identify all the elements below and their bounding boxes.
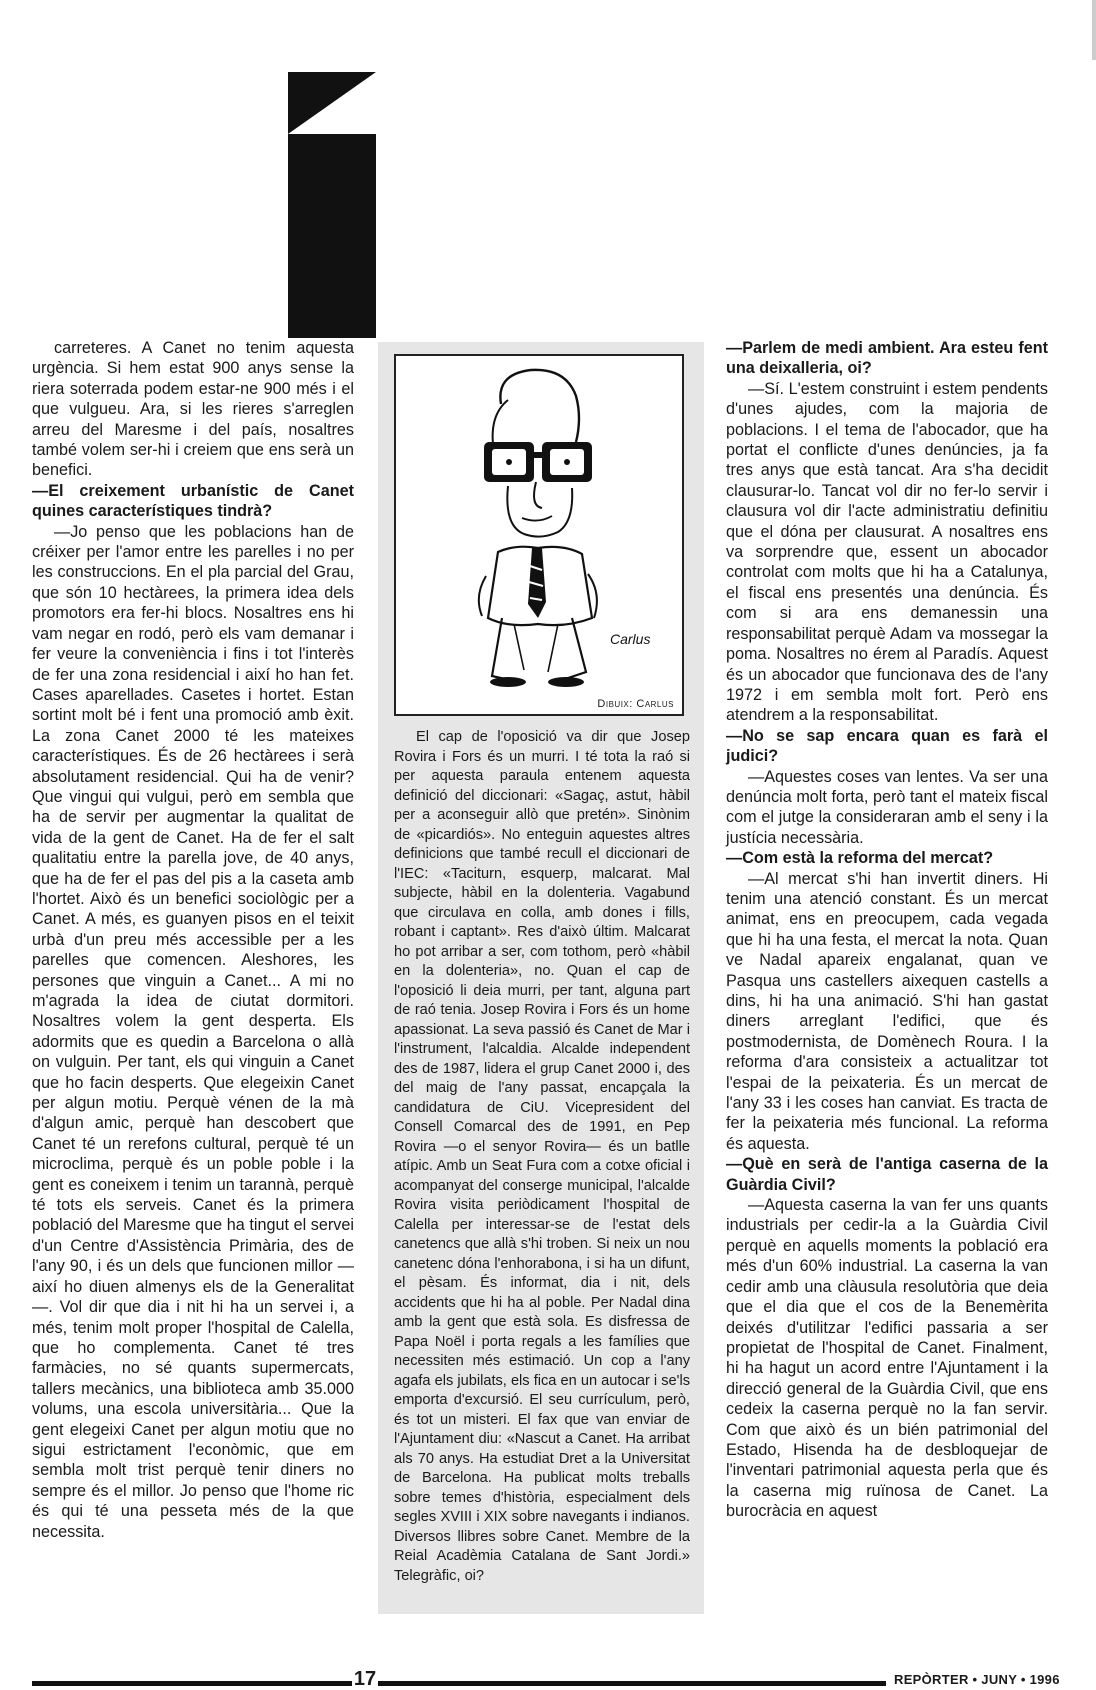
artist-signature: Carlus — [610, 631, 651, 647]
interview-answer: —Sí. L'estem construint i estem pendents d'unes ajudes, com la majoria de poblacions. I el tema de l'abocador, que ha portat el conflicte d'unes denúncies, ja fa tres anys que està tancat. Ara s'ha decidit clausurar-lo. Tancat vol dir no fer-lo servir i clausura vol dir l'acte administratiu definitiu que el dóna per clausurat. A nosaltres ens va sorprendre que, essent un abocador controlat com molts que hi ha a Catalunya, el fiscal ens presentés una denúncia. És com si ara ens demanessin una responsabilitat perquè Adam va mossegar la poma. Nosaltres no érem al Paradís. Aquest és un abocador que funcionava des de l'any 1972 i em sembla molt fort. Però ens atendrem a la responsabilitat. — [726, 379, 1048, 725]
page-number: 17 — [353, 1668, 377, 1690]
footer-rule-right — [378, 1681, 886, 1686]
caricature-drawing — [396, 356, 682, 714]
interview-question: —Parlem de medi ambient. Ara esteu fent una deixalleria, oi? — [726, 339, 1048, 378]
illustration-credit: Dibuix: Carlus — [597, 698, 674, 710]
publication-footer: REPÒRTER • JUNY • 1996 — [894, 1672, 1060, 1687]
caricature-illustration — [394, 354, 684, 716]
article-column-1 — [32, 338, 354, 1542]
interview-answer: —Aquestes coses van lentes. Va ser una denúncia molt forta, però tant el mateix fiscal com el jutge la consideraran amb el seny i la justícia necessària. — [726, 767, 1048, 847]
interview-question: —Com està la reforma del mercat? — [726, 849, 994, 868]
profile-text: El cap de l'oposició va dir que Josep Rovira i Fors és un murri. I té tota la raó si per aquesta paraula entenem aquesta definició del diccionari: «Sagaç, astut, hàbil per a aconseguir allò que pretén». Sinònim de «picardiós». No enteguin aquestes altres definicions que també recull el diccionari de l'IEC: «Taciturn, esquerp, malcarat. Mal subjecte, hàbil en la dolenteria. Vagabund que circulava en colla, amb dones i fills, robant i captant». Res d'això últim. Malcarat ho pot arribar a ser, com tothom, però «hàbil en la dolenteria», no. Quan el cap de l'oposició li deia murri, per tant, alguna part de raó tenia. Josep Rovira i Fors és un home apassionat. La seva passió és Canet de Mar i l'instrument, l'alcaldia. Alcalde independent des de 1987, lidera el grup Canet 2000 i, des del maig de l'any passat, encapçala la candidatura de CiU. Vicepresident del Consell Comarcal des de 1991, en Pep Rovira —o el senyor Rovira— és un batlle atípic. Amb un Seat Fura com a cotxe oficial i acompanyat del conserge municipal, l'alcalde Rovira visita periòdicament l'hospital de Calella per interessar-se de l'estat dels canetencs que allà s'hi troben. Si neix un nou canetenc dóna l'enhorabona, i si ha un difunt, el pèsam. És informat, dia i nit, dels accidents que hi ha al poble. Per Nadal dina amb la gent que està sola. Es disfressa de Papa Noël i porta regals a les famílies que necessiten més estimació. Un cop a l'any agafa els jubilats, els fica en un autocar i se'ls emporta d'excursió. El seu currículum, però, és tot un misteri. El fax que van enviar de l'Ajuntament diu: «Nascut a Canet. Ha arribat als 70 anys. Ha estudiat Dret a la Universitat de Barcelona. Ha publicat molts treballs sobre temes d'història, especialment dels segles XVIII i XIX sobre navegants i indianos. Diversos llibres sobre Canet. Membre de la Reial Acadèmia Catalana de Sant Jordi.» Telegràfic, oi? — [394, 729, 690, 1584]
footer-rule-left — [32, 1681, 352, 1686]
article-column-3 — [726, 338, 1048, 1522]
interview-answer: —Jo penso que les poblacions han de créixer per l'amor entre les parelles i no per les construccions. En el pla parcial del Grau, que són 10 hectàrees, la primera idea dels promotors era fer-hi blocs. Nosaltres ens hi vam negar en rodó, però els vam demanar i fer veure la conveniència i fins i tot l'interès de fer una zona residencial i així ho han fet. Cases aparellades. Casetes i hortet. Estan sortint molt bé i fent una promoció amb èxit. La zona Canet 2000 té les mateixes característiques. És de 26 hectàrees i serà absolutament residencial. Qui ha de venir? Que vingui qui vulgui, però em sembla que ha de servir per augmentar la qualitat de vida de la gent de Canet. Ha de fer el salt qualitatiu entre la parella jove, de 40 anys, que ha de fer el pas del pis a la caseta amb l'hortet. Això és un benefici sociològic per a Canet. A més, es guanyen pisos en el teixit urbà d'un preu més accessible per a les parelles que comencen. Aleshores, les persones que vinguin a Canet... A mi no m'agrada la idea de ciutat dormitori. Nosaltres volem la gent desperta. Els adormits que es quedin a Barcelona o allà on vulguin. Per tant, els qui vinguin a Canet que ho facin desperts. Que elegeixin Canet per algun motiu. Perquè vénen de la mà d'algun amic, perquè han descobert que Canet té un rerefons cultural, perquè té un microclima, perquè és un poble poble i la gent es coneixem i tenim un tarannà, perquè té tots els serveis. Canet és la primera població del Maresme que ha tingut el servei d'un Centre d'Assistència Primària, des de l'any 90, i és un dels que funcionen millor —així ho diuen almenys els de la Generalitat—. Vol dir que dia i nit hi ha un servei i, a més, tenim molt proper l'hospital de Calella, que ho complementa. Canet té tres farmàcies, no sé quants supermercats, tallers mecànics, una biblioteca amb 35.000 volums, una escola universitària... Que la gent elegeixi Canet per algun motiu que no sigui estrictament l'econòmic, que em sembla molt trist perquè tenir diners no sempre és el millor. Jo penso que l'home ric és qui té una pesseta més de la que necessita. — [32, 522, 354, 1541]
interview-question: —Què en serà de l'antiga caserna de la Guàrdia Civil? — [726, 1155, 1048, 1194]
interview-question: —El creixement urbanístic de Canet quines característiques tindrà? — [32, 481, 354, 521]
interview-answer: —Aquesta caserna la van fer uns quants industrials per cedir-la a la Guàrdia Civil perquè en aquells moments la població era més d'un 60% industrial. La caserna la van cedir amb una clàusula resolutòria que deia que el dia que el cos de la Benemèrita deixés d'utilitzar l'edifici passaria a ser propietat de l'hospital de Canet. Finalment, hi ha hagut un acord entre l'Ajuntament i la direcció general de la Guàrdia Civil, que ens cedeix la caserna perquè no la fan servir. Com que això és un bién patrimonial del Estado, Hisenda ha de desbloquejar de l'inventari patrimonial aquesta perla que és la caserna mig ruïnosa de Canet. La burocràcia en aquest — [726, 1196, 1048, 1521]
interview-question: —No se sap encara quan es farà el judici? — [726, 726, 1048, 766]
page-edge — [1092, 0, 1096, 60]
interview-answer: —Al mercat s'hi han invertit diners. Hi tenim una atenció constant. És un mercat animat, ens en preocupem, cada vegada que hi ha una festa, el mercat la nota. Quan ve Nadal apareix engalanat, quan ve Pasqua uns castellers aixequen castells a dins, hi ha una animació. S'hi han gastat diners arreglant l'edifici, que és postmodernista, de Domènech Roura. I la reforma d'ara consisteix a actualitzar tot l'espai de la peixateria. És un mercat de l'any 33 i les coses han canviat. Es tracta de fer la peixateria més funcional. La reforma és aquesta. — [726, 869, 1048, 1153]
interview-answer: carreteres. A Canet no tenim aquesta urgència. Si hem estat 900 anys sense la riera soterrada podem estar-ne 900 més i el que vulgueu. Ara, si les rieres s'arreglen arreu del Maresme i del país, nosaltres també volem ser-hi i creiem que ens serà un benefici. — [32, 339, 354, 480]
